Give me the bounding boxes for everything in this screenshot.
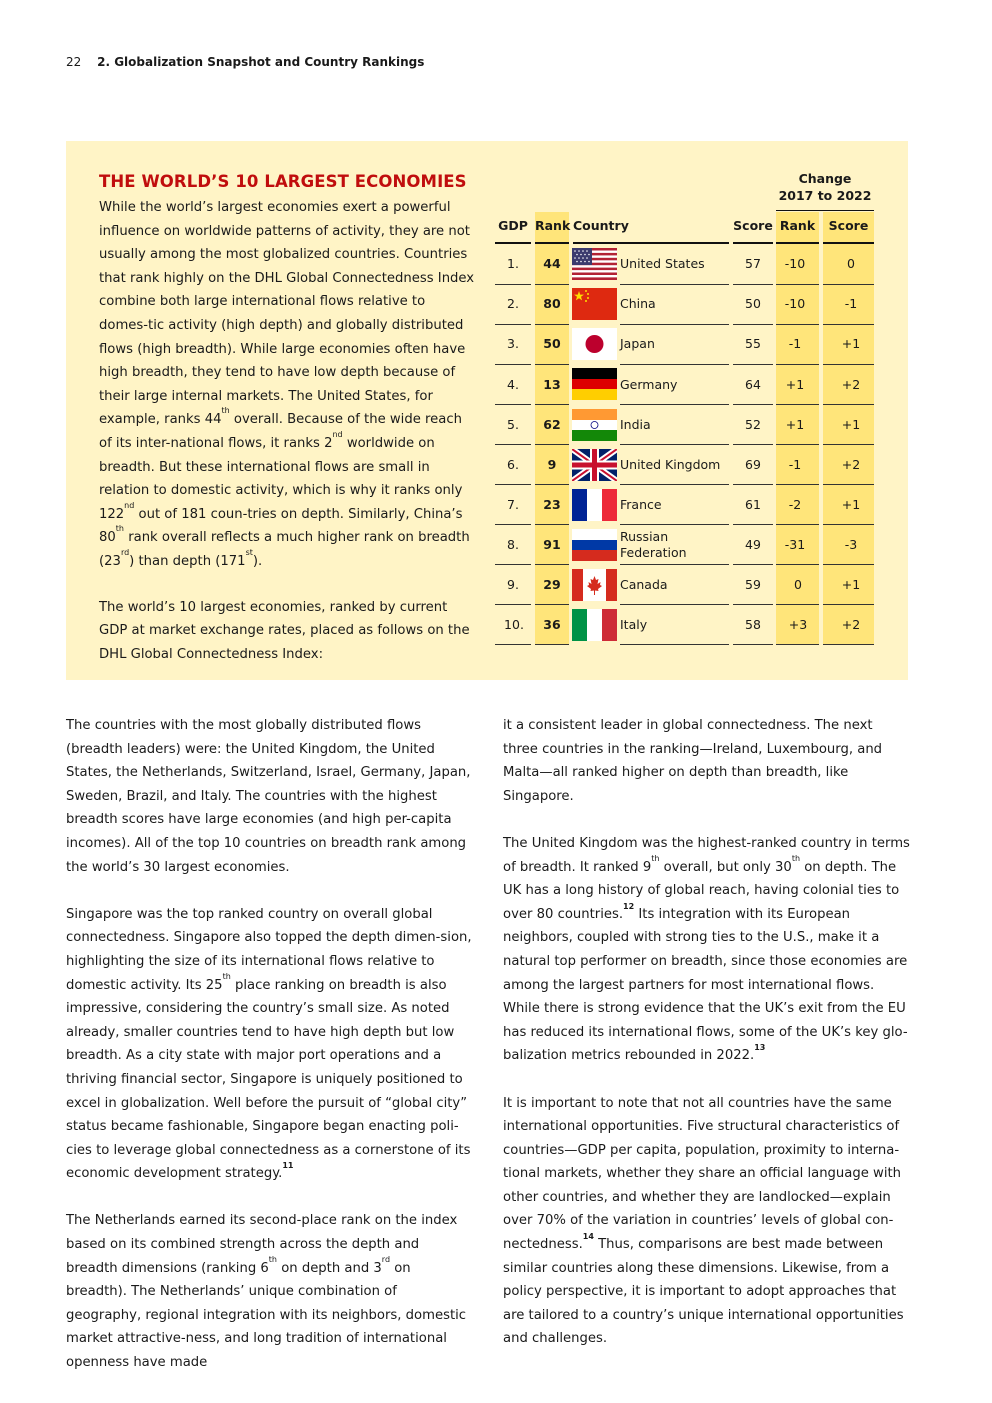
change-score-cell: +1 [841, 497, 861, 512]
china-flag-icon [572, 288, 617, 320]
header-rule [495, 242, 531, 244]
row-rule [495, 564, 531, 565]
score-cell: 61 [745, 497, 761, 512]
country-cell: Germany [620, 377, 678, 392]
col-country-header: Country [573, 218, 629, 233]
rank-cell: 36 [543, 617, 561, 632]
row-rule [733, 284, 773, 285]
canada-flag-icon [572, 569, 617, 601]
box-paragraph-1: While the world’s largest economies exert a powerful influence on worldwide patterns of activity, they are not usually among the most globalized countries. Countries that rank highly on the DHL Global Connectedness Index combine both large international flows relative to domes-tic activity (high depth) and globally distributed flows (high breadth). While large economies often have high breadth, they tend to have low depth because of their large internal markets. The United States, for example, ranks 44th overall. Because of the wide reach of its inter-national flows, it ranks 2nd worldwide on breadth. But these international flows are small in relation to domestic activity, which is why it ranks only 122nd out of 181 coun-tries on depth. Similarly, China’s 80th rank overall reflects a much higher rank on breadth (23rd) than depth (171st). [99, 200, 475, 569]
change-rank-cell: +1 [785, 417, 805, 432]
row-rule [776, 524, 819, 525]
change-header-line1: Change [798, 171, 852, 186]
row-rule [535, 604, 569, 605]
italy-flag-icon [572, 609, 617, 641]
col-gdp-header: GDP [498, 218, 528, 233]
row-rule [823, 324, 874, 325]
rank-cell: 23 [543, 497, 561, 512]
row-rule [620, 364, 729, 365]
score-cell: 58 [745, 617, 761, 632]
row-rule [495, 484, 531, 485]
country-cell: France [620, 497, 662, 512]
change-score-cell: 0 [847, 256, 855, 271]
row-rule [495, 524, 531, 525]
change-score-cell: +1 [841, 336, 861, 351]
germany-flag-icon [572, 368, 617, 400]
country-cell: Canada [620, 577, 668, 592]
country-cell: Japan [620, 336, 655, 351]
score-cell: 59 [745, 577, 761, 592]
change-score-cell: +2 [841, 617, 861, 632]
row-rule [535, 524, 569, 525]
rank-cell: 44 [543, 256, 561, 271]
left-body-column [66, 714, 474, 1398]
row-rule [776, 284, 819, 285]
rank-cell: 91 [543, 537, 561, 552]
country-cell: China [620, 296, 656, 311]
box-title: THE WORLD’S 10 LARGEST ECONOMIES [99, 172, 467, 191]
gdp-cell: 5. [507, 417, 519, 432]
change-score-cell: +2 [841, 377, 861, 392]
change-score-cell: -3 [844, 537, 858, 552]
row-rule [535, 324, 569, 325]
row-rule [823, 604, 874, 605]
row-rule [776, 604, 819, 605]
change-rank-cell: -1 [788, 457, 802, 472]
change-rank-cell: +3 [788, 617, 808, 632]
row-rule [823, 564, 874, 565]
col-score-header: Score [733, 218, 773, 233]
row-rule [620, 284, 729, 285]
row-rule [733, 604, 773, 605]
row-rule [495, 284, 531, 285]
uk-flag-icon [572, 449, 617, 481]
country-cell: United Kingdom [620, 457, 721, 472]
gdp-cell: 7. [507, 497, 519, 512]
change-score-cell: +2 [841, 457, 861, 472]
row-rule [620, 524, 729, 525]
row-rule [776, 564, 819, 565]
row-rule [823, 284, 874, 285]
footnote-ref[interactable]: 12 [623, 901, 635, 911]
gdp-cell: 4. [507, 377, 519, 392]
change-rank-cell: -10 [784, 296, 806, 311]
gdp-cell: 3. [507, 336, 519, 351]
col-rank-header: Rank [535, 218, 571, 233]
row-rule [495, 604, 531, 605]
left-paragraph-1: The countries with the most globally distributed flows (breadth leaders) were: the United Kingdom, the United States, the Netherlands, Switzerland, Israel, Germany, Japan, Sweden, Brazil, and Italy. The countries with the highest breadth scores have large economies (and high per-capita incomes). All of the top 10 countries on breadth rank among the world’s 30 largest economies. [66, 718, 471, 875]
left-paragraph-2: Singapore was the top ranked country on overall global connectedness. Singapore also topped the depth dimen-sion, highlighting the size of its international flows relative to domestic activity. Its 25th place ranking on breadth is also impressive, considering the country’s small size. As noted already, smaller countries tend to have high depth but low breadth. As a city state with major port operations and a thriving financial sector, Singapore is uniquely positioned to excel in globalization. Well before the pursuit of “global city” status became fashionable, Singapore began enacting poli-cies to leverage global connectedness as a cornerstone of its economic development strategy.$^{11}$ [66, 906, 472, 1182]
row-rule [535, 404, 569, 405]
india-flag-icon [572, 409, 617, 441]
row-rule [733, 524, 773, 525]
header-rule [535, 242, 569, 244]
us-flag-icon [572, 248, 617, 280]
row-rule [733, 364, 773, 365]
row-rule [495, 404, 531, 405]
row-rule [733, 404, 773, 405]
right-paragraph-2: The United Kingdom was the highest-ranked country in terms of breadth. It ranked 9th overall, but only 30th on depth. The UK has a long history of global reach, having colonial ties to over 80 countries.$^{12}$ Its integration with its European neighbors, coupled with strong ties to the U.S., make it a natural top performer on breadth, since those economies are among the largest partners for most international flows. While there is strong evidence that the UK’s exit from the EU has reduced its international flows, some of the UK’s key glo-balization metrics rebounded in 2022.13 [503, 835, 910, 1064]
header-rule [733, 242, 773, 244]
row-rule [823, 524, 874, 525]
col-change-rank-header: Rank [779, 218, 816, 233]
change-rank-cell: 0 [794, 577, 802, 592]
change-rank-cell: +1 [785, 377, 805, 392]
row-rule [620, 564, 729, 565]
change-rank-cell: -10 [784, 256, 806, 271]
row-rule [733, 324, 773, 325]
france-flag-icon [572, 489, 617, 521]
header-rule [823, 242, 874, 244]
row-rule [823, 364, 874, 365]
score-cell: 64 [745, 377, 761, 392]
col-change-score-header: Score [828, 218, 869, 233]
change-score-cell: -1 [844, 296, 858, 311]
row-rule [733, 644, 773, 645]
score-cell: 57 [745, 256, 761, 271]
footnote-ref[interactable]: 13 [754, 1043, 766, 1053]
row-rule [776, 404, 819, 405]
rank-cell: 50 [543, 336, 561, 351]
right-paragraph-1: it a consistent leader in global connectedness. The next three countries in the ranking—Ireland, Luxembourg, and Malta—all ranked higher on depth than breadth, like Singapore. [503, 718, 883, 804]
gdp-cell: 2. [507, 296, 519, 311]
row-rule [823, 484, 874, 485]
footnote-ref[interactable]: 11 [282, 1161, 294, 1171]
row-rule [776, 444, 819, 445]
row-rule [620, 484, 729, 485]
gdp-cell: 8. [507, 537, 519, 552]
section-title: 2. Globalization Snapshot and Country Rankings [97, 55, 425, 69]
right-body-column [503, 714, 911, 1375]
country-cell: Italy [620, 617, 648, 632]
row-rule [823, 404, 874, 405]
row-rule [495, 644, 531, 645]
row-rule [535, 444, 569, 445]
row-rule [535, 644, 569, 645]
row-rule [620, 604, 729, 605]
score-cell: 69 [745, 457, 761, 472]
change-header-line2: 2017 to 2022 [778, 188, 872, 203]
footnote-ref[interactable]: 14 [582, 1232, 594, 1242]
gdp-cell: 9. [507, 577, 519, 592]
rank-cell: 9 [547, 457, 557, 472]
change-header-rule [776, 210, 874, 211]
row-rule [535, 284, 569, 285]
rank-cell: 13 [543, 377, 561, 392]
row-rule [495, 324, 531, 325]
gdp-cell: 10. [504, 617, 524, 632]
row-rule [535, 364, 569, 365]
row-rule [733, 484, 773, 485]
row-rule [733, 564, 773, 565]
row-rule [620, 404, 729, 405]
rank-cell: 29 [543, 577, 561, 592]
row-rule [776, 644, 819, 645]
japan-flag-icon [572, 328, 617, 360]
change-score-cell: +1 [841, 417, 861, 432]
score-cell: 50 [745, 296, 761, 311]
country-cell: United States [620, 256, 705, 271]
score-cell: 52 [745, 417, 761, 432]
change-rank-cell: -1 [788, 336, 802, 351]
russia-flag-icon [572, 529, 617, 561]
row-rule [495, 364, 531, 365]
header-rule [776, 242, 819, 244]
right-paragraph-3: It is important to note that not all countries have the same international opportunities. Five structural characteristics of countries—GDP per capita, population, proximity to interna-tional markets, whether they share an official language with other countries, and whether they are landlocked—explain over 70% of the variation in countries’ levels of global con-nectedness.$^{14}$ Thus, comparisons are best made between similar countries along these dimensions. Likewise, from a policy perspective, it is important to adopt approaches that are tailored to a country’s unique international opportunities and challenges. [503, 1095, 904, 1347]
row-rule [620, 444, 729, 445]
gdp-cell: 1. [507, 256, 519, 271]
row-rule [776, 484, 819, 485]
row-rule [823, 444, 874, 445]
box-paragraph-2: The world’s 10 largest economies, ranked by current GDP at market exchange rates, placed as follows on the DHL Global Connectedness Index: [99, 599, 470, 662]
row-rule [620, 324, 729, 325]
change-rank-cell: -2 [788, 497, 802, 512]
country-cell: India [620, 417, 651, 432]
row-rule [495, 444, 531, 445]
country-cell: Russian Federation [620, 529, 687, 560]
row-rule [776, 364, 819, 365]
box-text [99, 196, 475, 688]
score-cell: 49 [745, 537, 761, 552]
change-score-cell: +1 [841, 577, 861, 592]
row-rule [733, 444, 773, 445]
row-rule [776, 324, 819, 325]
row-rule [535, 484, 569, 485]
rank-cell: 62 [543, 417, 561, 432]
gdp-cell: 6. [507, 457, 519, 472]
header-rule [573, 242, 729, 244]
row-rule [823, 644, 874, 645]
left-paragraph-3: The Netherlands earned its second-place rank on the index based on its combined strength across the depth and breadth dimensions (ranking 6th on depth and 3rd on breadth). The Netherlands’ unique combination of geography, regional integration with its neighbors, domestic market attractive-ness, and long tradition of international openness have made [66, 1213, 467, 1371]
page-header [66, 55, 424, 69]
change-rank-cell: -31 [784, 537, 806, 552]
row-rule [535, 564, 569, 565]
row-rule [620, 644, 729, 645]
rank-cell: 80 [543, 296, 561, 311]
page-number: 22 [66, 55, 82, 69]
score-cell: 55 [745, 336, 761, 351]
